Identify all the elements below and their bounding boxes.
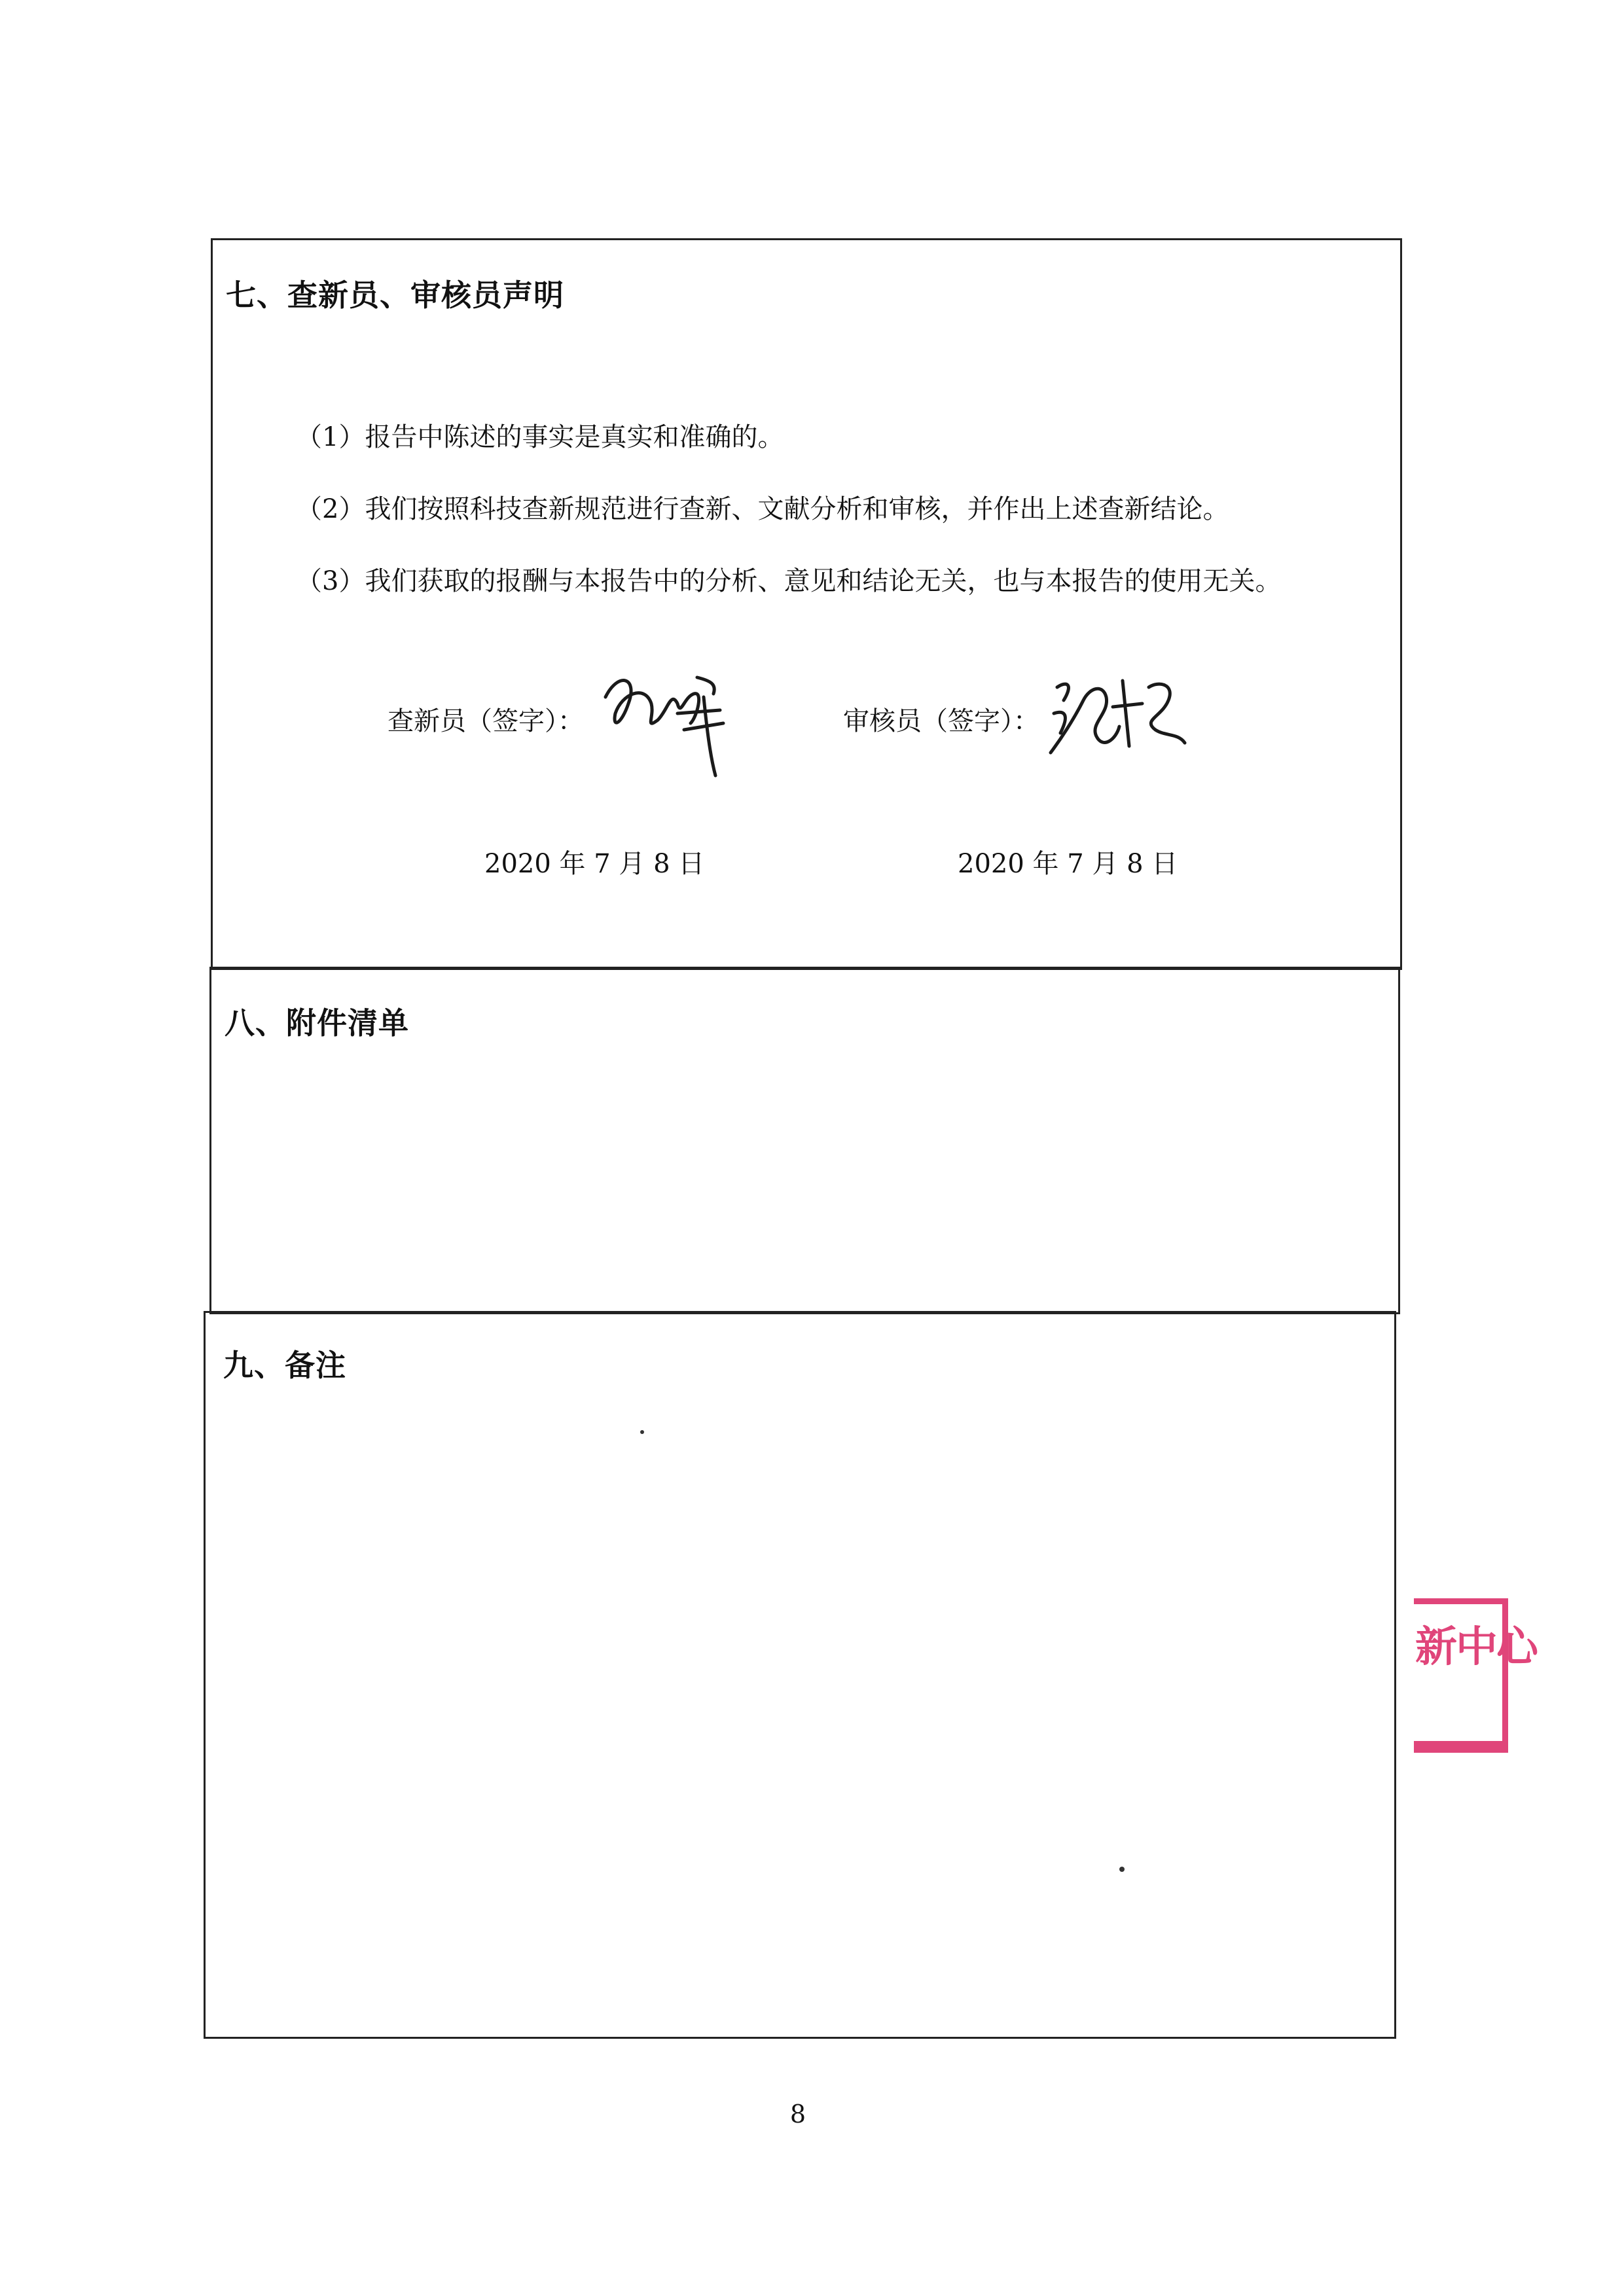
stamp-text: 新中心 — [1415, 1623, 1537, 1672]
searcher-signature — [599, 658, 736, 782]
reviewer-signature-label: 审核员（签字）： — [843, 706, 1039, 736]
section-8-title: 八、附件清单 — [225, 1005, 409, 1041]
page-number: 8 — [789, 2100, 806, 2128]
section-7-title: 七、查新员、审核员声明 — [226, 278, 564, 313]
statement-3: （3）我们获取的报酬与本报告中的分析、意见和结论无关，也与本报告的使用无关。 — [296, 566, 1282, 596]
searcher-signature-label: 查新员（签字）： — [388, 706, 584, 736]
scan-speck — [1119, 1867, 1125, 1872]
searcher-date: 2020 年 7 月 8 日 — [484, 849, 705, 879]
statement-1: （1）报告中陈述的事实是真实和准确的。 — [296, 422, 784, 452]
stamp-bottom-edge — [1414, 1741, 1508, 1747]
section-9-title: 九、备注 — [223, 1348, 346, 1383]
scan-speck — [640, 1430, 644, 1434]
reviewer-date: 2020 年 7 月 8 日 — [958, 849, 1178, 879]
section-9-box — [204, 1311, 1396, 2039]
reviewer-signature — [1044, 661, 1195, 766]
section-7-box — [211, 238, 1402, 970]
statement-2: （2）我们按照科技查新规范进行查新、文献分析和审核，并作出上述查新结论。 — [296, 494, 1229, 524]
